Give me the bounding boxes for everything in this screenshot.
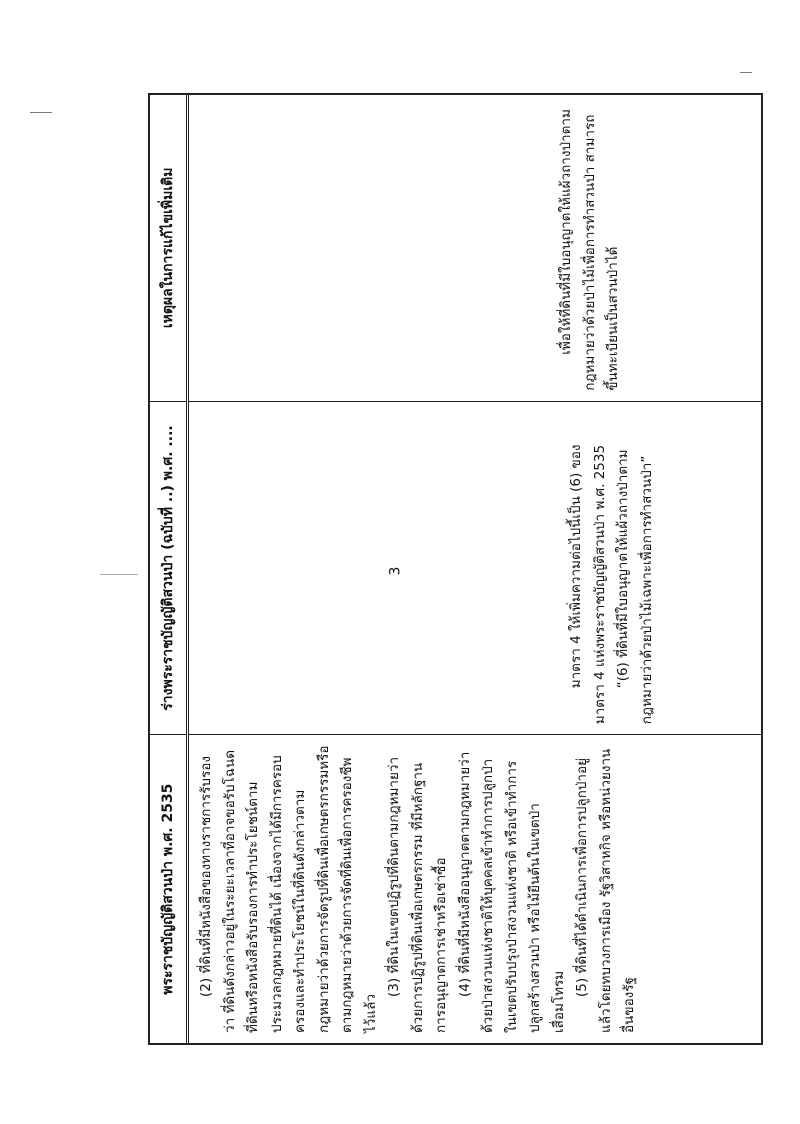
new-clause-6: “(6) ที่ดินที่มีใบอนุญาตให้แผ้วถางป่าตามกฎหมายว่าด้วยป่าไม้เฉพาะเพื่อการทำสวนป่า” — [615, 449, 655, 725]
clause-2: (2) ที่ดินที่มีหนังสือของทางราชการรับรองว่า ที่ดินดังกล่าวอยู่ในระยะเวลาที่อาจขอรับโฉนดที่ดินหรือหนังสือรับรองการทำประโยชน์ตามประมวลกฎหมายที่ดินได้ เนื่องจากได้มีการครอบครองและทำประโยชน์ในที่ดินดังกล่าวตามกฎหมายว่าด้วยการจัดรูปที่ดินเพื่อเกษตรกรรมหรือตามกฎหมายว่าด้วยการจัดที่ดินเพื่อการครองชีพไว้แล้ว — [198, 745, 379, 1033]
blank-space — [195, 105, 555, 391]
table-header-row — [150, 95, 189, 1043]
current-law-column — [189, 734, 761, 1043]
table-wrapper — [148, 93, 763, 1045]
draft-law-column — [189, 401, 761, 735]
reason-text: เพื่อให้ที่ดินที่มีใบอนุญาตให้แผ้วถางป่าตามกฎหมายว่าด้วยป่าไม้เพื่อการทำสวนป่า สามารถขึ้นทะเบียนเป็นสวนป่าได้ — [558, 109, 621, 391]
comparison-table — [148, 93, 763, 1045]
header-reason: เหตุผลในการแก้ไขเพิ่มเติม — [160, 167, 176, 329]
clause-4: (4) ที่ดินที่มีหนังสืออนุญาตตามกฎหมายว่าด้วยป่าสงวนแห่งชาติให้บุคคลเข้าทำการปลูกป่าในเขตปรับปรุงป่าสงวนแห่งชาติ หรือเข้าทำการปลูกสร้างสวนป่า หรือไม้ยืนต้นในเขตป่าเสื่อมโทรม — [456, 751, 567, 1033]
scan-mark — [740, 72, 752, 73]
table-body-row — [189, 95, 761, 1043]
scan-mark — [30, 112, 52, 113]
header-current-law: พระราชบัญญัติสวนป่า พ.ศ. 2535 — [150, 734, 186, 1043]
clause-3: (3) ที่ดินในเขตปฏิรูปที่ดินตามกฎหมายว่าด้วยการปฏิรูปที่ดินเพื่อเกษตรกรรม ที่มีหลักฐานการอนุญาตการเช่าหรือเช่าซื้อ — [386, 756, 449, 1033]
section-4-amendment: มาตรา 4 ให้เพิ่มความต่อไปนี้เป็น (6) ของมาตรา 4 แห่งพระราชบัญญัติสวนป่า พ.ศ. 2535 — [568, 444, 608, 725]
header-draft-law: ร่างพระราชบัญญัติสวนป่า (ฉบับที่ ..) พ.ศ. .... — [150, 401, 186, 735]
clause-5: (5) ที่ดินที่ได้ดำเนินการเพื่อการปลูกป่าอยู่แล้วโดยทบวงการเมือง รัฐวิสาหกิจ หรือหน่วยงานอื่นของรัฐ — [574, 748, 637, 1033]
blank-space — [195, 412, 565, 725]
scan-mark — [100, 574, 138, 575]
reason-column — [189, 95, 761, 401]
page-number: 3 — [387, 566, 404, 576]
